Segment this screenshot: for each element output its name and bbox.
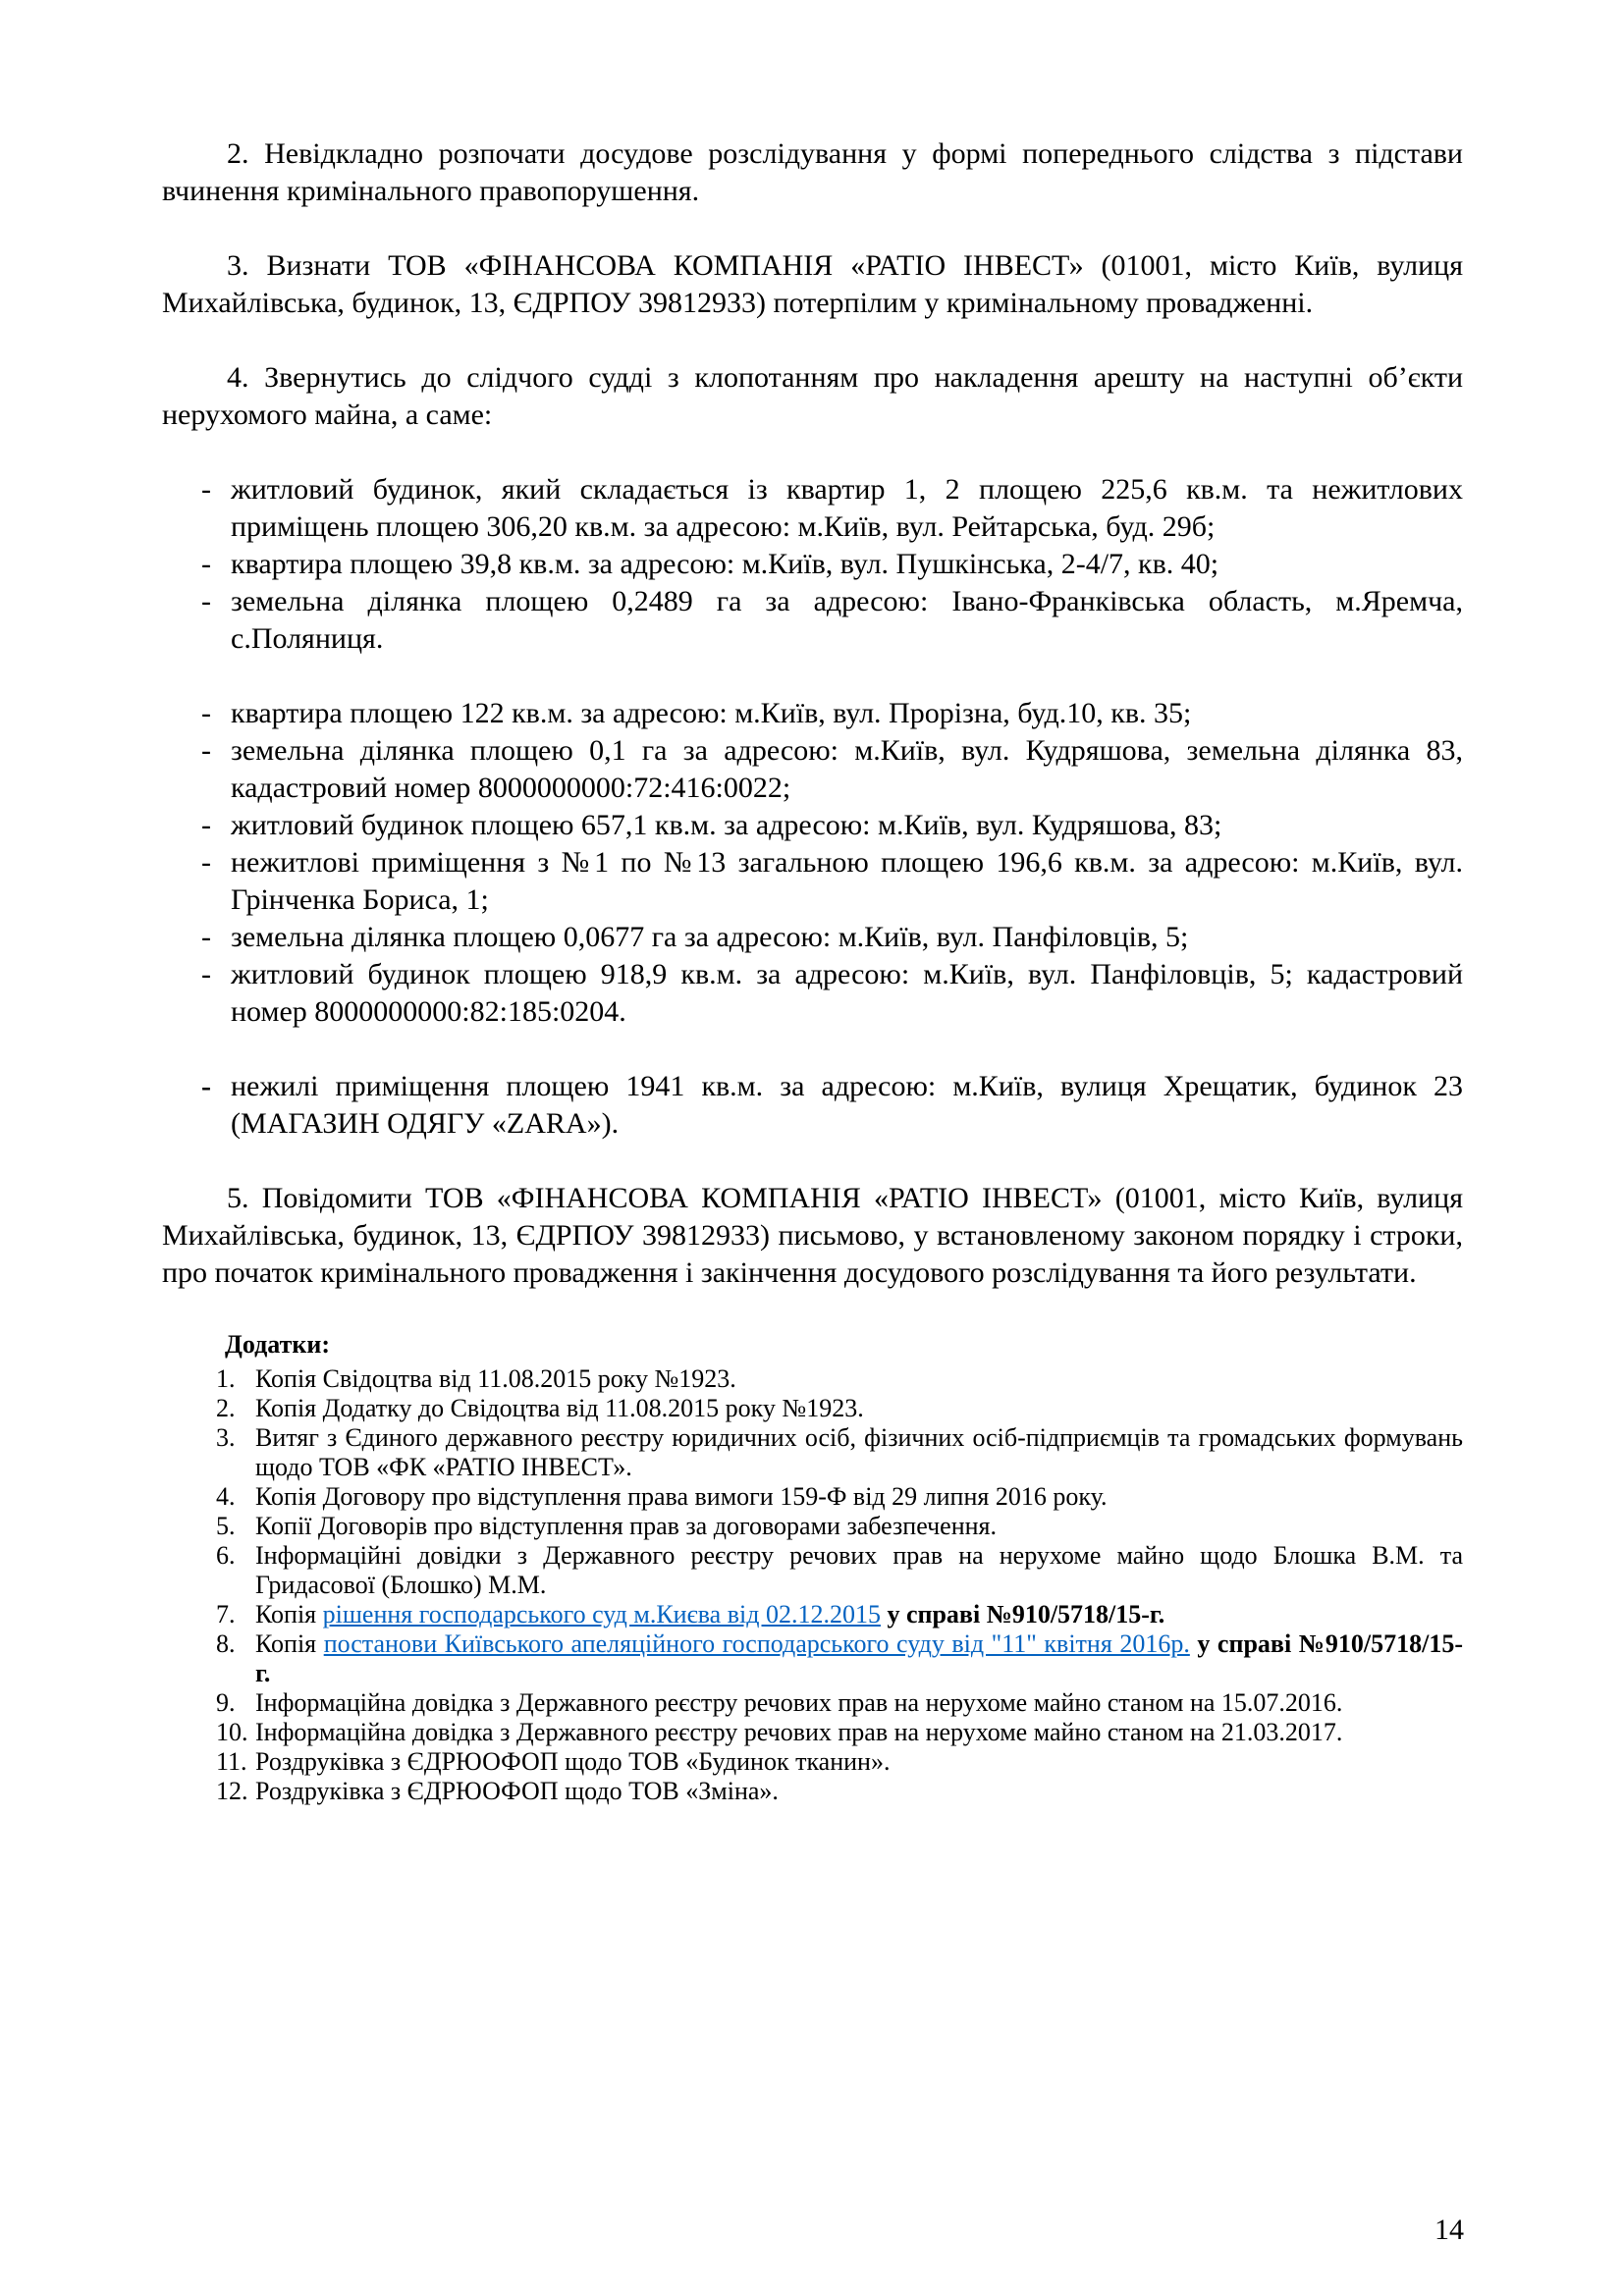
- attachment-number: 11.: [216, 1747, 247, 1776]
- attachment-text: Інформаційна довідка з Державного реєстру речових прав на нерухоме майно станом на 21.03.2017.: [255, 1718, 1343, 1746]
- bullet-dash: -: [201, 734, 211, 767]
- attachment-text: Копії Договорів про відступлення прав за договорами забезпечення.: [255, 1512, 998, 1540]
- attachment-number: 1.: [216, 1364, 236, 1393]
- attachment-item: [162, 1541, 1463, 1600]
- court-decision-link[interactable]: рішення господарського суд м.Києва від 02.12.2015: [322, 1600, 881, 1629]
- attachment-number: 8.: [216, 1629, 236, 1658]
- attachments-title: Додатки:: [225, 1330, 331, 1359]
- attachment-number: 6.: [216, 1541, 236, 1570]
- attachment-item: [162, 1512, 1463, 1541]
- list-item: [162, 844, 1463, 919]
- attachment-number: 10.: [216, 1718, 248, 1746]
- list-item-text: земельна ділянка площею 0,2489 га за адресою: Івано-Франківська область, м.Яремча, с.Поляниця.: [231, 585, 1463, 655]
- bullet-dash: -: [201, 548, 211, 580]
- list-item-text: земельна ділянка площею 0,0677 га за адресою: м.Київ, вул. Панфіловців, 5;: [231, 921, 1189, 953]
- attachment-text-suffix: у справі №910/5718/15-г.: [880, 1600, 1165, 1629]
- attachment-text-prefix: Копія: [255, 1600, 323, 1629]
- attachment-number: 4.: [216, 1482, 236, 1511]
- list-item-text: квартира площею 122 кв.м. за адресою: м.Київ, вул. Прорізна, буд.10, кв. 35;: [231, 697, 1192, 729]
- list-item: [162, 583, 1463, 658]
- list-item-text: квартира площею 39,8 кв.м. за адресою: м.Київ, вул. Пушкінська, 2-4/7, кв. 40;: [231, 548, 1219, 580]
- attachments-section: [162, 1329, 1463, 1806]
- list-item: [162, 471, 1463, 546]
- attachment-text: Витяг з Єдиного державного реєстру юридичних осіб, фізичних осіб-підприємців та громадських формувань щодо ТОВ «ФК «РАТІО ІНВЕСТ».: [255, 1423, 1463, 1481]
- attachment-text: Роздруківка з ЄДРЮОФОП щодо ТОВ «Будинок тканин».: [255, 1747, 891, 1776]
- attachment-item: [162, 1747, 1463, 1777]
- bullet-dash: -: [201, 846, 211, 879]
- attachment-number: 12.: [216, 1777, 248, 1805]
- attachment-text-prefix: Копія: [255, 1629, 324, 1658]
- list-item: [162, 546, 1463, 583]
- paragraph-5: 5. Повідомити ТОВ «ФІНАНСОВА КОМПАНІЯ «РАТІО ІНВЕСТ» (01001, місто Київ, вулиця Михайлівська, будинок, 13, ЄДРПОУ 39812933) письмово, у встановленому законом порядку і строки, про початок кримінального провадження і закінчення досудового розслідування та його результати.: [162, 1182, 1463, 1289]
- list-item: [162, 956, 1463, 1031]
- attachment-item: [162, 1482, 1463, 1512]
- attachment-item: [162, 1394, 1463, 1423]
- list-item-text: житловий будинок площею 918,9 кв.м. за адресою: м.Київ, вул. Панфіловців, 5; кадастровий номер 8000000000:82:185:0204.: [231, 958, 1463, 1028]
- attachment-text-suffix: у справі №910/5718/15-г.: [255, 1629, 1463, 1687]
- list-item: [162, 807, 1463, 844]
- list-item-text: житловий будинок площею 657,1 кв.м. за адресою: м.Київ, вул. Кудряшова, 83;: [231, 809, 1222, 841]
- list-item-text: нежилі приміщення площею 1941 кв.м. за адресою: м.Київ, вулиця Хрещатик, будинок 23 (МАГАЗИН ОДЯГУ «ZARA»).: [231, 1070, 1463, 1140]
- attachment-item: [162, 1364, 1463, 1394]
- page-number: 14: [1434, 2214, 1464, 2246]
- attachment-item: [162, 1629, 1463, 1688]
- list-item: [162, 732, 1463, 807]
- attachment-number: 7.: [216, 1600, 236, 1629]
- attachment-number: 2.: [216, 1394, 236, 1422]
- attachment-item: [162, 1718, 1463, 1747]
- attachment-text: Роздруківка з ЄДРЮОФОП щодо ТОВ «Зміна».: [255, 1777, 779, 1805]
- list-item: [162, 1068, 1463, 1143]
- paragraph-4: 4. Звернутись до слідчого судді з клопотанням про накладення арешту на наступні об’єкти нерухомого майна, а саме:: [162, 361, 1463, 431]
- attachment-text: Копія Свідоцтва від 11.08.2015 року №1923.: [255, 1364, 736, 1393]
- list-item-text: земельна ділянка площею 0,1 га за адресою: м.Київ, вул. Кудряшова, земельна ділянка 83, кадастровий номер 8000000000:72:416:0022;: [231, 734, 1463, 804]
- attachment-text: Інформаційна довідка з Державного реєстру речових прав на нерухоме майно станом на 15.07.2016.: [255, 1688, 1343, 1717]
- bullet-dash: -: [201, 958, 211, 990]
- property-list-group-2: [162, 695, 1463, 1031]
- document-page: [162, 135, 1463, 1806]
- paragraph-3: 3. Визнати ТОВ «ФІНАНСОВА КОМПАНІЯ «РАТІО ІНВЕСТ» (01001, місто Київ, вулиця Михайлівська, будинок, 13, ЄДРПОУ 39812933) потерпілим у кримінальному провадженні.: [162, 249, 1463, 319]
- attachment-text: Копія Додатку до Свідоцтва від 11.08.2015 року №1923.: [255, 1394, 864, 1422]
- property-list-group-3: [162, 1068, 1463, 1143]
- attachment-item: [162, 1688, 1463, 1718]
- list-item-text: житловий будинок, який складається із квартир 1, 2 площею 225,6 кв.м. та нежитлових приміщень площею 306,20 кв.м. за адресою: м.Київ, вул. Рейтарська, буд. 29б;: [231, 473, 1463, 543]
- bullet-dash: -: [201, 1070, 211, 1102]
- attachment-number: 5.: [216, 1512, 236, 1540]
- attachment-text: Інформаційні довідки з Державного реєстру речових прав на нерухоме майно щодо Блошка В.М. та Гридасової (Блошко) М.М.: [255, 1541, 1463, 1599]
- list-item: [162, 919, 1463, 956]
- bullet-dash: -: [201, 809, 211, 841]
- attachment-item: [162, 1423, 1463, 1482]
- bullet-dash: -: [201, 473, 211, 506]
- property-list-group-1: [162, 471, 1463, 658]
- appeal-ruling-link[interactable]: постанови Київського апеляційного господарського суду від "11" квітня 2016р.: [323, 1629, 1190, 1658]
- bullet-dash: -: [201, 697, 211, 729]
- attachment-item: [162, 1600, 1463, 1629]
- attachment-item: [162, 1777, 1463, 1806]
- attachment-number: 3.: [216, 1423, 236, 1452]
- bullet-dash: -: [201, 585, 211, 617]
- paragraph-2: 2. Невідкладно розпочати досудове розслідування у формі попереднього слідства з підстави вчинення кримінального правопорушення.: [162, 137, 1463, 207]
- list-item-text: нежитлові приміщення з №1 по №13 загальною площею 196,6 кв.м. за адресою: м.Київ, вул. Грінченка Бориса, 1;: [231, 846, 1463, 916]
- attachment-text: Копія Договору про відступлення права вимоги 159-Ф від 29 липня 2016 року.: [255, 1482, 1108, 1511]
- list-item: [162, 695, 1463, 732]
- bullet-dash: -: [201, 921, 211, 953]
- attachment-text: [255, 1600, 1463, 1629]
- attachment-text: [255, 1629, 1463, 1688]
- attachment-number: 9.: [216, 1688, 236, 1717]
